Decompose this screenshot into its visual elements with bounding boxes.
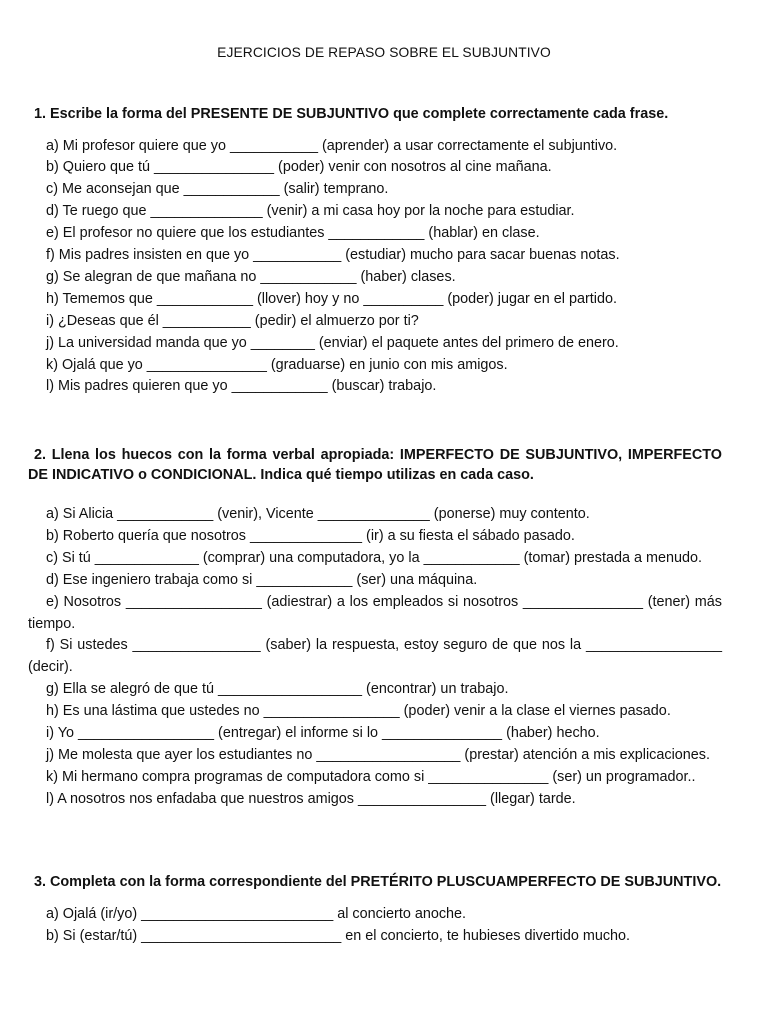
- exercise-3: [28, 871, 722, 948]
- exercise-3-item-a: a) Ojalá (ir/yo) ________________________ al concierto anoche.: [46, 906, 467, 922]
- exercise-1-list: [28, 136, 722, 399]
- exercise-1-item-k: k) Ojalá que yo _______________ (graduarse) en junio con mis amigos.: [46, 356, 508, 373]
- exercise-2-item-d: d) Ese ingeniero trabaja como si ____________ (ser) una máquina.: [46, 571, 478, 588]
- exercise-1-item-g: g) Se alegran de que mañana no ____________ (haber) clases.: [46, 268, 456, 285]
- page-title: EJERCICIOS DE REPASO SOBRE EL SUBJUNTIVO: [217, 45, 551, 60]
- exercise-1-item-d: d) Te ruego que ______________ (venir) a mi casa hoy por la noche para estudiar.: [46, 203, 575, 220]
- exercise-2-instructions: 2. Llena los huecos con la forma verbal apropiada: IMPERFECTO DE SUBJUNTIVO, IMPERFECTO DE INDICATIVO o CONDICIONAL. Indica qué tiempo utilizas en cada caso.: [28, 447, 722, 483]
- exercise-1-item-f: f) Mis padres insisten en que yo ___________ (estudiar) mucho para sacar buenas notas.: [46, 247, 620, 264]
- exercise-1-instructions: 1. Escribe la forma del PRESENTE DE SUBJUNTIVO que complete correctamente cada frase.: [34, 106, 669, 122]
- exercise-2-item-b: b) Roberto quería que nosotros ______________ (ir) a su fiesta el sábado pasado.: [46, 527, 575, 544]
- exercise-2-item-j: j) Me molesta que ayer los estudiantes no __________________ (prestar) atención a mis explicaciones.: [46, 746, 710, 763]
- exercise-1-item-c: c) Me aconsejan que ____________ (salir) temprano.: [46, 181, 389, 198]
- exercise-1-item-j: j) La universidad manda que yo ________ (enviar) el paquete antes del primero de enero.: [46, 334, 619, 351]
- exercise-1-item-e: e) El profesor no quiere que los estudiantes ____________ (hablar) en clase.: [46, 225, 540, 242]
- exercise-2-item-l: l) A nosotros nos enfadaba que nuestros amigos ________________ (llegar) tarde.: [46, 790, 576, 807]
- exercise-3-item-b: b) Si (estar/tú) _________________________ en el concierto, te hubieses divertido mucho.: [46, 927, 631, 944]
- exercise-2-item-c: c) Si tú _____________ (comprar) una computadora, yo la ____________ (tomar) prestada a menudo.: [46, 549, 702, 566]
- exercise-2-item-g: g) Ella se alegró de que tú __________________ (encontrar) un trabajo.: [46, 681, 509, 698]
- exercise-2-item-h: h) Es una lástima que ustedes no _________________ (poder) venir a la clase el viernes pasado.: [46, 703, 671, 720]
- exercise-1-item-h: h) Tememos que ____________ (llover) hoy y no __________ (poder) jugar en el partido.: [46, 290, 617, 307]
- exercise-1-item-a: a) Mi profesor quiere que yo ___________ (aprender) a usar correctamente el subjuntivo.: [46, 137, 618, 154]
- exercise-1: [28, 105, 722, 398]
- exercise-1-item-i: i) ¿Deseas que él ___________ (pedir) el almuerzo por ti?: [46, 312, 419, 329]
- exercise-2-item-k: k) Mi hermano compra programas de computadora como si _______________ (ser) un programador..: [46, 768, 696, 785]
- exercise-3-instructions: 3. Completa con la forma correspondiente del PRETÉRITO PLUSCUAMPERFECTO DE SUBJUNTIVO.: [34, 874, 722, 890]
- exercise-1-item-l: l) Mis padres quieren que yo ____________ (buscar) trabajo.: [46, 378, 437, 395]
- exercise-2: [28, 445, 722, 811]
- exercise-2-item-i: i) Yo _________________ (entregar) el informe si lo _______________ (haber) hecho.: [46, 725, 600, 742]
- exercise-3-list: [28, 904, 722, 948]
- exercise-1-item-b: b) Quiero que tú _______________ (poder) venir con nosotros al cine mañana.: [46, 159, 552, 176]
- exercise-2-item-f: f) Si ustedes ________________ (saber) la respuesta, estoy seguro de que nos la _________________ (decir).: [28, 637, 722, 676]
- exercise-2-list: [28, 504, 722, 811]
- exercise-2-item-e: e) Nosotros _________________ (adiestrar) a los empleados si nosotros _______________ (tener) más tiempo.: [28, 593, 722, 632]
- exercise-2-item-a: a) Si Alicia ____________ (venir), Vicente ______________ (ponerse) muy contento.: [46, 506, 590, 522]
